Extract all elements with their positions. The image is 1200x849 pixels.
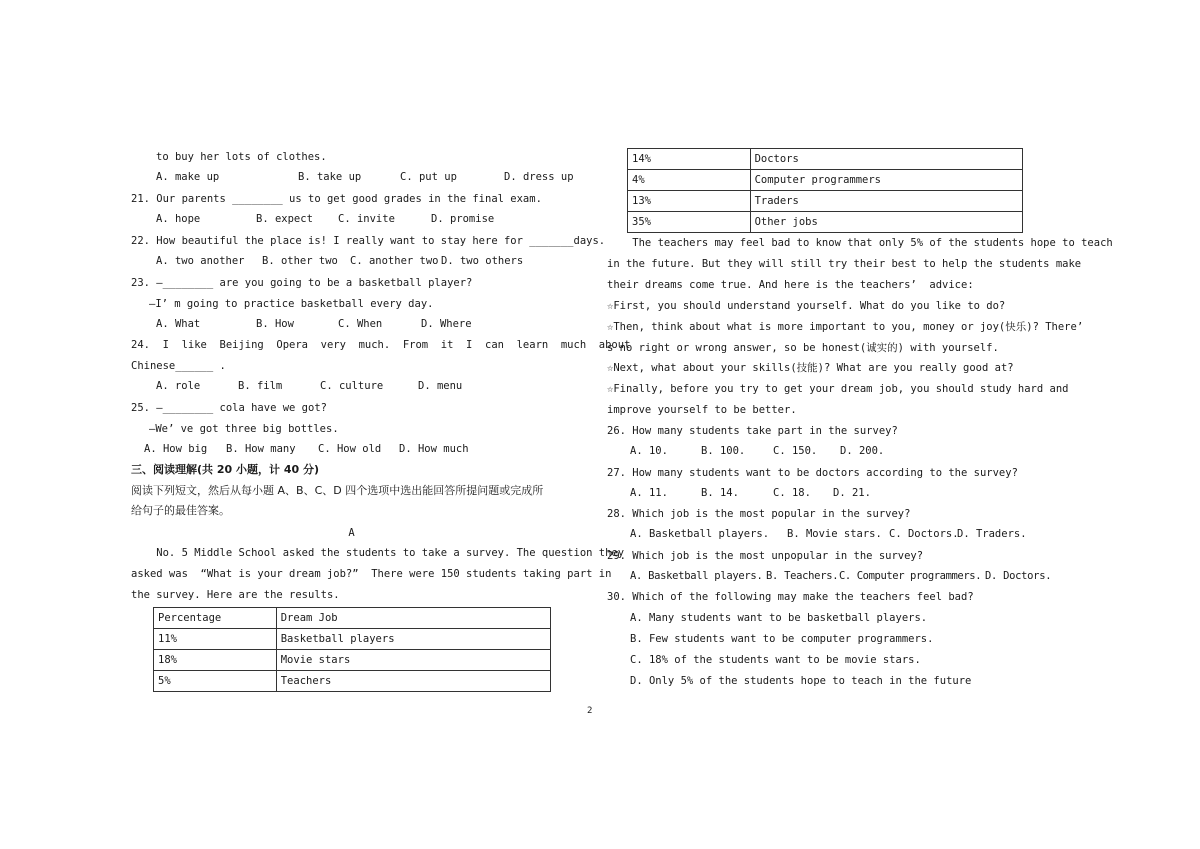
- survey-table-part-1: [153, 607, 551, 692]
- q20-option-c: C. put up: [400, 171, 457, 183]
- table-row: [628, 170, 1023, 191]
- q21-option-b: B. expect: [256, 213, 313, 225]
- q26-option-c: C. 150.: [773, 445, 818, 457]
- q22-option-d: D. two others: [441, 255, 524, 267]
- passage-para-2: in the future. But they will still try their best to help the students make: [607, 258, 1082, 270]
- passage-line-1: No. 5 Middle School asked the students to take a survey. The question they: [131, 547, 625, 559]
- table-cell-job: Traders: [750, 191, 1022, 212]
- q26-option-d: D. 200.: [840, 445, 885, 457]
- q28-option-b: B. Movie stars.: [787, 528, 882, 540]
- question-26: 26. How many students take part in the survey?: [607, 425, 898, 437]
- q21-option-a: A. hope: [156, 213, 201, 225]
- q24-option-d: D. menu: [418, 380, 463, 392]
- table-cell-percentage: 14%: [628, 149, 751, 170]
- question-21: 21. Our parents ________ us to get good grades in the final exam.: [131, 193, 542, 205]
- survey-table-part-2: [627, 148, 1023, 233]
- table-row: [628, 212, 1023, 233]
- table-header-dream-job: Dream Job: [276, 608, 550, 629]
- table-cell-percentage: 18%: [154, 650, 277, 671]
- q23-option-b: B. How: [256, 318, 294, 330]
- q25-option-a: A. How big: [144, 443, 208, 455]
- q22-option-c: C. another two: [350, 255, 439, 267]
- advice-then-cont: s no right or wrong answer, so be honest(诚实的) with yourself.: [607, 342, 999, 354]
- q28-option-a: A. Basketball players.: [630, 528, 770, 540]
- question-25: 25. —________ cola have we got?: [131, 402, 327, 414]
- table-cell-job: Other jobs: [750, 212, 1022, 233]
- question-30: 30. Which of the following may make the teachers feel bad?: [607, 591, 974, 603]
- q27-option-d: D. 21.: [833, 487, 871, 499]
- q21-option-c: C. invite: [338, 213, 395, 225]
- passage-label: A: [348, 527, 355, 539]
- table-row: [628, 191, 1023, 212]
- advice-finally-cont: improve yourself to be better.: [607, 404, 797, 416]
- q30-option-b: B. Few students want to be computer programmers.: [630, 633, 934, 645]
- q30-option-d: D. Only 5% of the students hope to teach in the future: [630, 675, 972, 687]
- q26-option-b: B. 100.: [701, 445, 746, 457]
- question-23-reply: —I’ m going to practice basketball every day.: [149, 298, 434, 310]
- question-23: 23. —________ are you going to be a basketball player?: [131, 277, 473, 289]
- table-row: [154, 629, 551, 650]
- q25-option-c: C. How old: [318, 443, 382, 455]
- q27-option-b: B. 14.: [701, 487, 739, 499]
- q21-option-d: D. promise: [431, 213, 495, 225]
- table-cell-job: Movie stars: [276, 650, 550, 671]
- passage-para-3: their dreams come true. And here is the teachers’ advice:: [607, 279, 974, 291]
- question-29: 29. Which job is the most unpopular in the survey?: [607, 550, 924, 562]
- table-header-percentage: Percentage: [154, 608, 277, 629]
- q23-option-d: D. Where: [421, 318, 472, 330]
- q27-option-a: A. 11.: [630, 487, 668, 499]
- page-number: 2: [587, 706, 593, 716]
- instruction-line-2: 给句子的最佳答案。: [131, 504, 230, 517]
- table-row: [154, 650, 551, 671]
- q25-option-b: B. How many: [226, 443, 296, 455]
- q20-option-b: B. take up: [298, 171, 362, 183]
- advice-next: ☆Next, what about your skills(技能)? What are you really good at?: [607, 362, 1014, 374]
- passage-para-1: The teachers may feel bad to know that only 5% of the students hope to teach: [607, 237, 1113, 249]
- question-20-tail: to buy her lots of clothes.: [156, 151, 327, 163]
- q29-option-c: C. Computer programmers.: [839, 570, 982, 582]
- q26-option-a: A. 10.: [630, 445, 668, 457]
- q24-option-a: A. role: [156, 380, 201, 392]
- q28-option-d: D. Traders.: [957, 528, 1027, 540]
- passage-line-3: the survey. Here are the results.: [131, 589, 340, 601]
- table-cell-job: Computer programmers: [750, 170, 1022, 191]
- advice-first: ☆First, you should understand yourself. What do you like to do?: [607, 300, 1006, 312]
- table-cell-percentage: 5%: [154, 671, 277, 692]
- q24-option-b: B. film: [238, 380, 283, 392]
- q23-option-a: A. What: [156, 318, 201, 330]
- question-24-line-2: Chinese______ .: [131, 360, 226, 372]
- q22-option-b: B. other two: [262, 255, 338, 267]
- table-row: [628, 149, 1023, 170]
- q22-option-a: A. two another: [156, 255, 245, 267]
- q25-option-d: D. How much: [399, 443, 469, 455]
- table-cell-percentage: 13%: [628, 191, 751, 212]
- table-row: [154, 671, 551, 692]
- q30-option-a: A. Many students want to be basketball players.: [630, 612, 928, 624]
- q29-option-b: B. Teachers.: [766, 570, 839, 582]
- q29-option-d: D. Doctors.: [985, 570, 1052, 582]
- table-cell-percentage: 4%: [628, 170, 751, 191]
- q23-option-c: C. When: [338, 318, 383, 330]
- question-27: 27. How many students want to be doctors according to the survey?: [607, 467, 1018, 479]
- question-22: 22. How beautiful the place is! I really want to stay here for _______days.: [131, 235, 606, 247]
- q20-option-a: A. make up: [156, 171, 220, 183]
- table-header-row: [154, 608, 551, 629]
- question-25-reply: —We’ ve got three big bottles.: [149, 423, 339, 435]
- q27-option-c: C. 18.: [773, 487, 811, 499]
- section-title: 三、阅读理解(共 20 小题，计 40 分): [131, 463, 319, 476]
- q29-option-a: A. Basketball players.: [630, 570, 763, 582]
- table-cell-job: Basketball players: [276, 629, 550, 650]
- question-28: 28. Which job is the most popular in the survey?: [607, 508, 911, 520]
- table-cell-job: Teachers: [276, 671, 550, 692]
- instruction-line-1: 阅读下列短文，然后从每小题 A、B、C、D 四个选项中选出能回答所提问题或完成所: [131, 484, 544, 497]
- q30-option-c: C. 18% of the students want to be movie stars.: [630, 654, 921, 666]
- advice-finally: ☆Finally, before you try to get your dream job, you should study hard and: [607, 383, 1069, 395]
- q28-option-c: C. Doctors.: [889, 528, 959, 540]
- advice-then: ☆Then, think about what is more important to you, money or joy(快乐)? There’: [607, 321, 1084, 333]
- q20-option-d: D. dress up: [504, 171, 574, 183]
- table-cell-percentage: 35%: [628, 212, 751, 233]
- table-cell-job: Doctors: [750, 149, 1022, 170]
- table-cell-percentage: 11%: [154, 629, 277, 650]
- question-24-line-1: 24. I like Beijing Opera very much. From it I can learn much about: [131, 339, 631, 351]
- passage-line-2: asked was “What is your dream job?” There were 150 students taking part in: [131, 568, 612, 580]
- q24-option-c: C. culture: [320, 380, 384, 392]
